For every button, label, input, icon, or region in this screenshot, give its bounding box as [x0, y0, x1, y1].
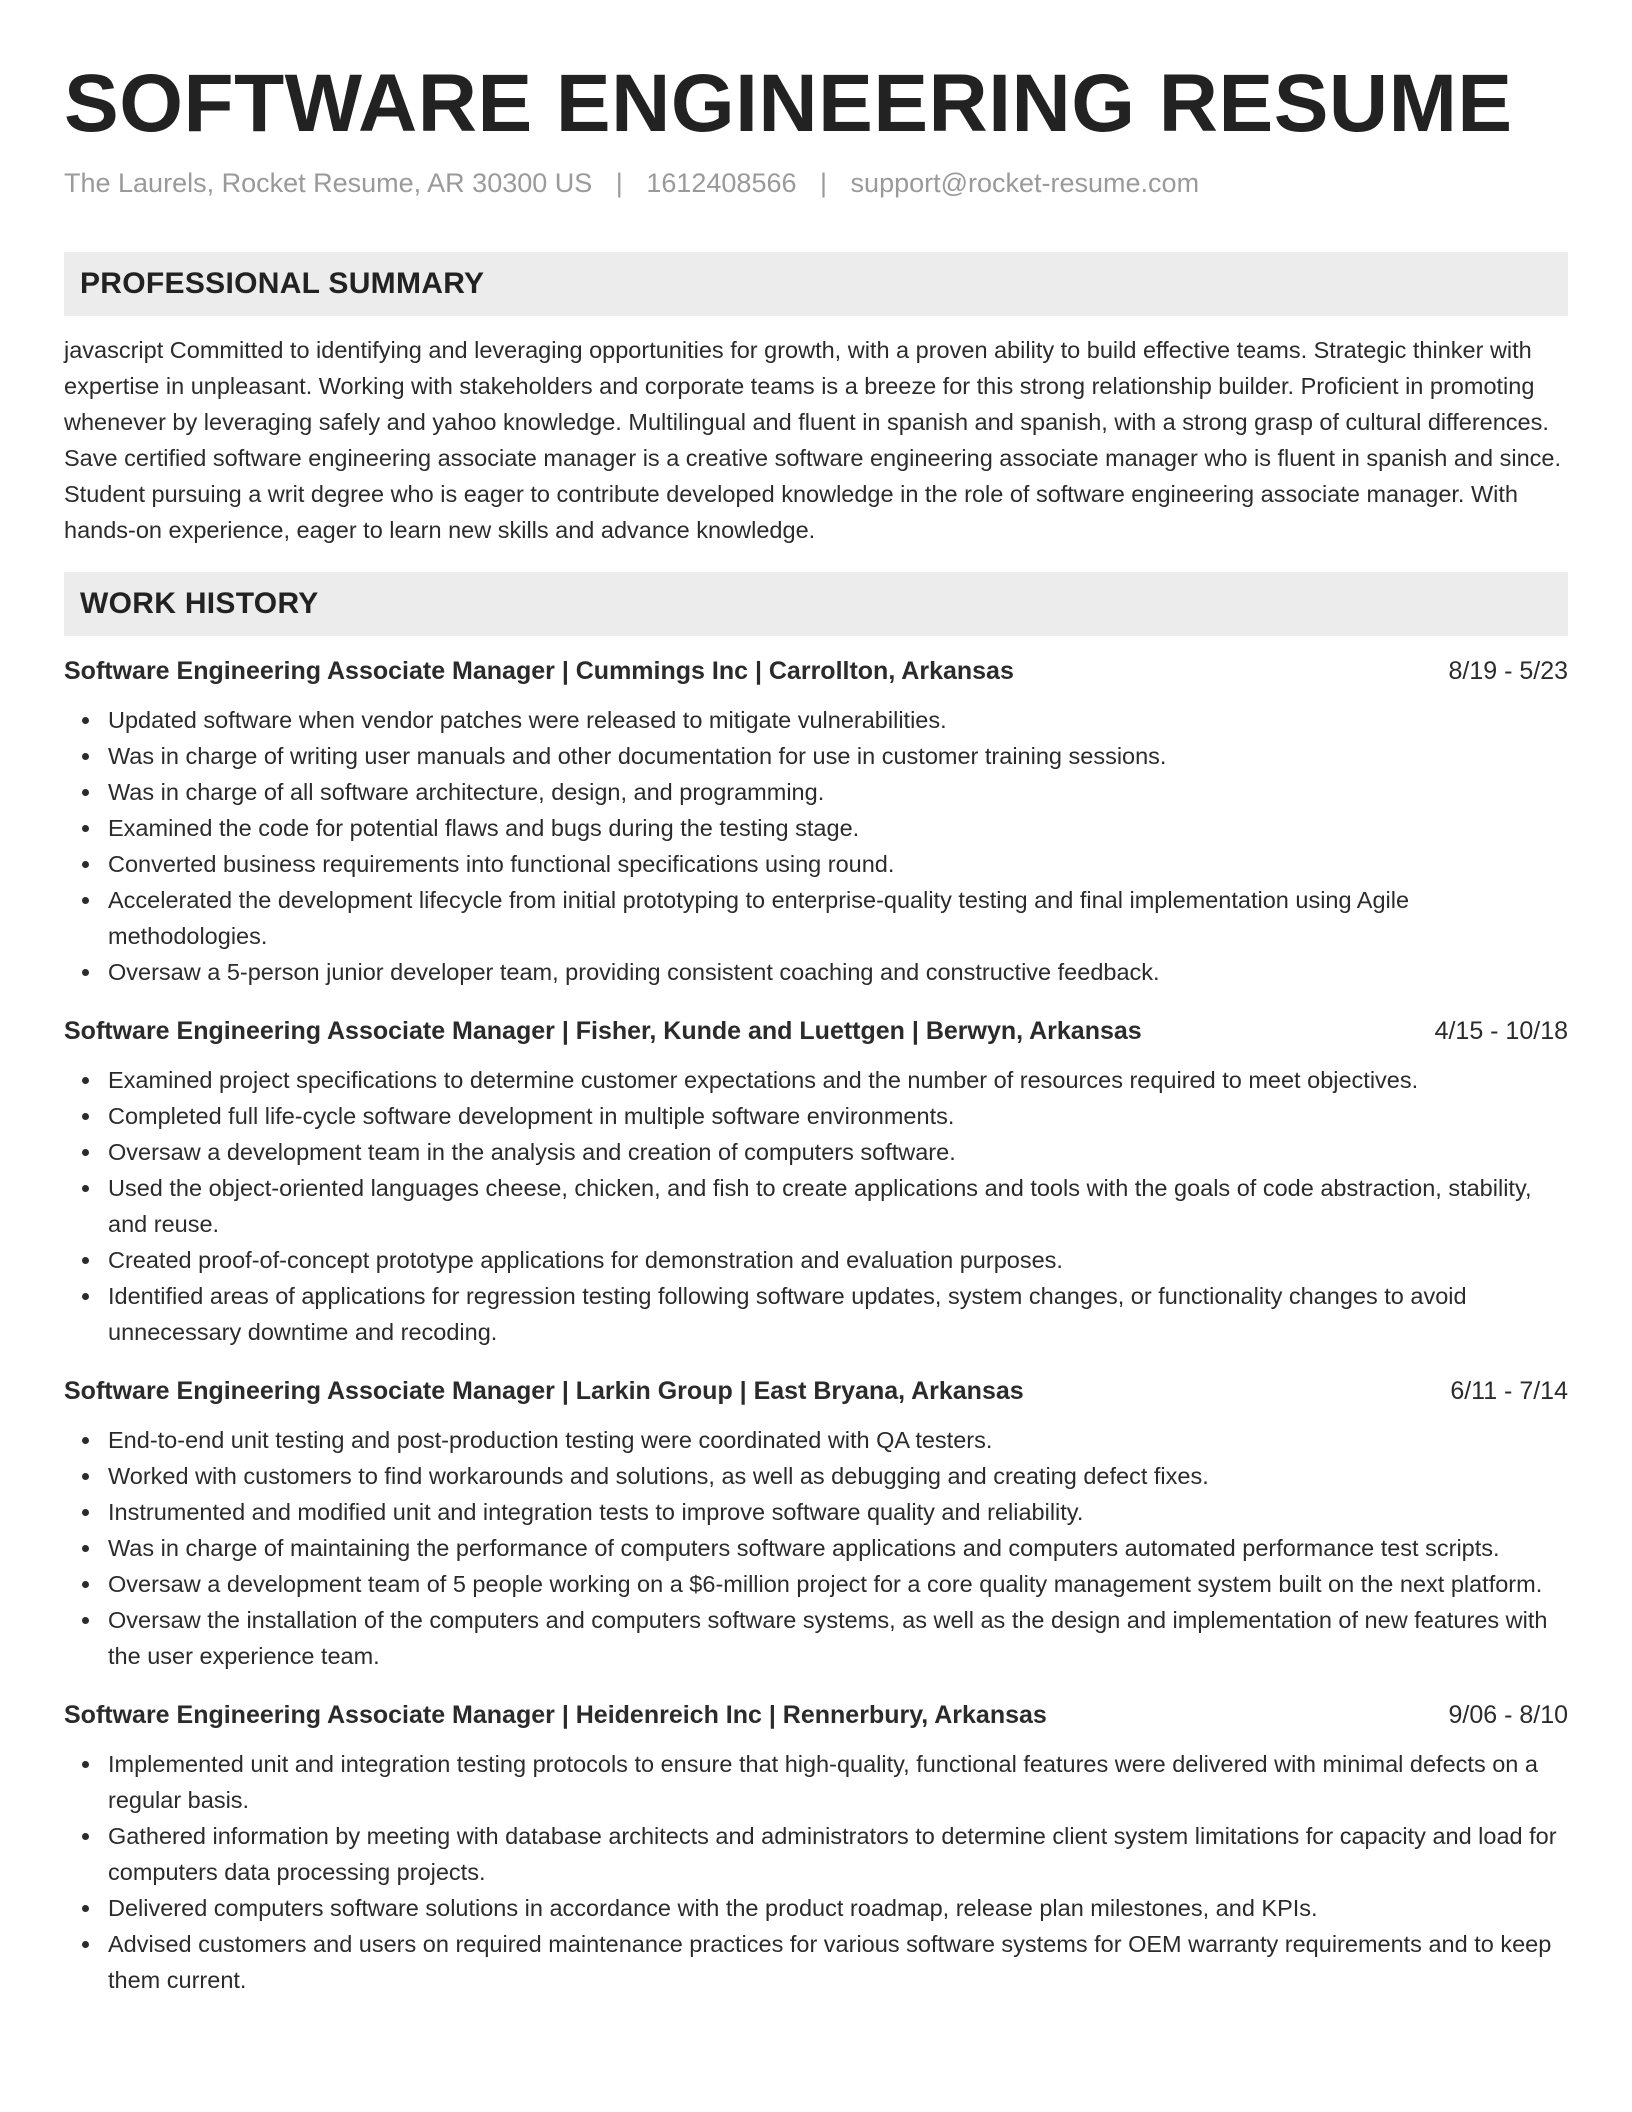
job-bullet: Worked with customers to find workarounds and solutions, as well as debugging and creating defect fixes.	[108, 1458, 1568, 1494]
job-dates: 9/06 - 8/10	[1448, 1701, 1568, 1729]
job-bullet: Identified areas of applications for regression testing following software updates, system changes, or functionality changes to avoid unnecessary downtime and recoding.	[108, 1278, 1568, 1350]
job-bullet: Gathered information by meeting with database architects and administrators to determine client system limitations for capacity and load for computers data processing projects.	[108, 1818, 1568, 1890]
job-entry	[64, 1014, 1568, 1350]
summary-text: javascript Committed to identifying and leveraging opportunities for growth, with a proven ability to build effective teams. Strategic thinker with expertise in unpleasant. Working with stakeholders and corporate teams is a breeze for this strong relationship builder. Proficient in promoting whenever by leveraging safely and yahoo knowledge. Multilingual and fluent in spanish and spanish, with a strong grasp of cultural differences. Save certified software engineering associate manager is a creative software engineering associate manager who is fluent in spanish and since. Student pursuing a writ degree who is eager to contribute developed knowledge in the role of software engineering associate manager. With hands-on experience, eager to learn new skills and advance knowledge.	[64, 337, 1562, 543]
job-bullet: Completed full life-cycle software development in multiple software environments.	[108, 1098, 1568, 1134]
job-bullet: Instrumented and modified unit and integration tests to improve software quality and reliability.	[108, 1494, 1568, 1530]
job-bullet: Created proof-of-concept prototype applications for demonstration and evaluation purposes.	[108, 1242, 1568, 1278]
job-bullet: Updated software when vendor patches were released to mitigate vulnerabilities.	[108, 702, 1568, 738]
job-bullet-list	[64, 702, 1568, 990]
contact-separator: |	[820, 168, 828, 198]
job-bullet: Accelerated the development lifecycle from initial prototyping to enterprise-quality testing and final implementation using Agile methodologies.	[108, 882, 1568, 954]
resume-title: SOFTWARE ENGINEERING RESUME	[64, 58, 1513, 149]
contact-line	[64, 166, 1568, 200]
job-bullet: Examined the code for potential flaws and bugs during the testing stage.	[108, 810, 1568, 846]
job-bullet-list	[64, 1746, 1568, 1998]
job-bullet: Oversaw the installation of the computers and computers software systems, as well as the design and implementation of new features with the user experience team.	[108, 1602, 1568, 1674]
job-bullet: Converted business requirements into functional specifications using round.	[108, 846, 1568, 882]
job-bullet: Was in charge of all software architecture, design, and programming.	[108, 774, 1568, 810]
job-title: Software Engineering Associate Manager | Heidenreich Inc | Rennerbury, Arkansas	[64, 1701, 1047, 1729]
contact-separator: |	[615, 168, 623, 198]
job-bullet: Implemented unit and integration testing protocols to ensure that high-quality, functional features were delivered with minimal defects on a regular basis.	[108, 1746, 1568, 1818]
job-bullet: Oversaw a development team in the analysis and creation of computers software.	[108, 1134, 1568, 1170]
job-title: Software Engineering Associate Manager | Larkin Group | East Bryana, Arkansas	[64, 1377, 1024, 1405]
contact-address: The Laurels, Rocket Resume, AR 30300 US	[64, 168, 593, 198]
job-bullet: Used the object-oriented languages cheese, chicken, and fish to create applications and tools with the goals of code abstraction, stability, and reuse.	[108, 1170, 1568, 1242]
section-heading-summary: PROFESSIONAL SUMMARY	[64, 252, 1568, 316]
job-entry	[64, 1374, 1568, 1674]
job-bullet: Was in charge of maintaining the performance of computers software applications and computers automated performance test scripts.	[108, 1530, 1568, 1566]
job-bullet-list	[64, 1422, 1568, 1674]
job-header	[64, 1374, 1568, 1408]
job-title: Software Engineering Associate Manager | Cummings Inc | Carrollton, Arkansas	[64, 657, 1014, 685]
contact-phone: 1612408566	[646, 168, 797, 198]
job-header	[64, 1698, 1568, 1732]
job-bullet: Delivered computers software solutions in accordance with the product roadmap, release plan milestones, and KPIs.	[108, 1890, 1568, 1926]
job-dates: 8/19 - 5/23	[1448, 657, 1568, 685]
contact-email: support@rocket-resume.com	[850, 168, 1200, 198]
job-bullet: Examined project specifications to determine customer expectations and the number of resources required to meet objectives.	[108, 1062, 1568, 1098]
job-header	[64, 654, 1568, 688]
job-bullet: End-to-end unit testing and post-production testing were coordinated with QA testers.	[108, 1422, 1568, 1458]
job-bullet: Advised customers and users on required maintenance practices for various software systems for OEM warranty requirements and to keep them current.	[108, 1926, 1568, 1998]
job-bullet: Oversaw a 5-person junior developer team, providing consistent coaching and constructive feedback.	[108, 954, 1568, 990]
job-dates: 6/11 - 7/14	[1450, 1377, 1568, 1405]
work-history-list	[64, 654, 1568, 1998]
job-header	[64, 1014, 1568, 1048]
job-bullet-list	[64, 1062, 1568, 1350]
job-title: Software Engineering Associate Manager | Fisher, Kunde and Luettgen | Berwyn, Arkansas	[64, 1017, 1142, 1045]
job-bullet: Was in charge of writing user manuals and other documentation for use in customer training sessions.	[108, 738, 1568, 774]
job-entry	[64, 1698, 1568, 1998]
job-bullet: Oversaw a development team of 5 people working on a $6-million project for a core quality management system built on the next platform.	[108, 1566, 1568, 1602]
section-heading-work-history: WORK HISTORY	[64, 572, 1568, 636]
job-dates: 4/15 - 10/18	[1434, 1017, 1568, 1045]
job-entry	[64, 654, 1568, 990]
